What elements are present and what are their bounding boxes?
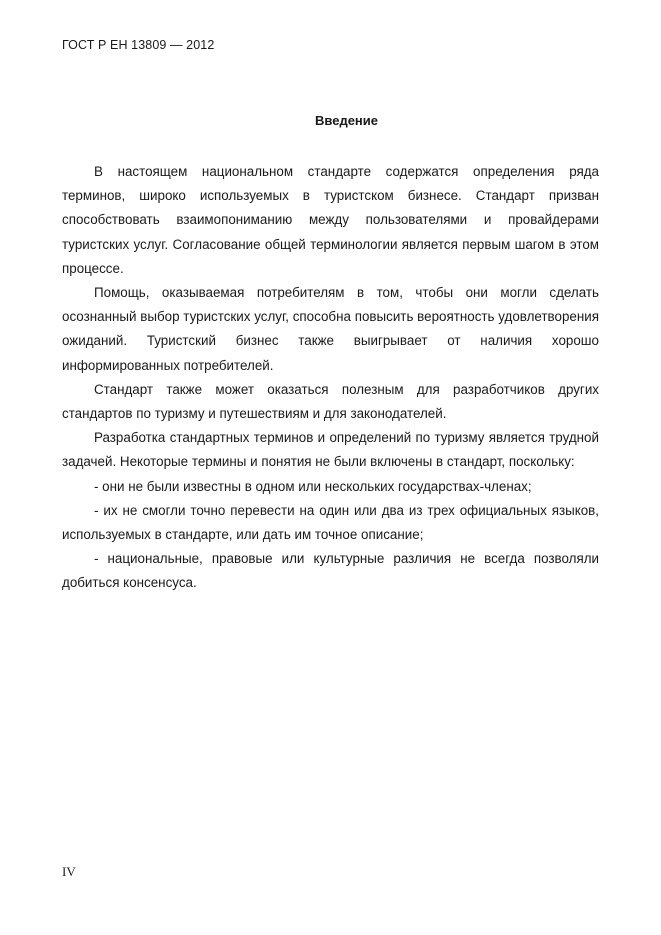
standard-code-header: ГОСТ Р ЕН 13809 — 2012: [62, 38, 215, 52]
page-number: IV: [62, 864, 76, 879]
body-text: [62, 160, 599, 596]
paragraph-difficulty: Разработка стандартных терминов и определений по туризму является трудной задачей. Некоторые термины и понятия не были включены в стандарт, поскольку:: [62, 430, 599, 470]
list-item-differences: - национальные, правовые или культурные различия не всегда позволяли добиться консенсуса.: [62, 551, 599, 591]
paragraph-intro: В настоящем национальном стандарте содержатся определения ряда терминов, широко используемых в туристском бизнесе. Стандарт призван способствовать взаимопониманию между пользователями и провайдерами туристских услуг. Согласование общей терминологии является первым шагом в этом процессе.: [62, 164, 599, 276]
list-item-unknown-terms: - они не были известны в одном или нескольких государствах-членах;: [94, 478, 532, 494]
section-title: Введение: [315, 113, 378, 128]
paragraph-developers: Стандарт также может оказаться полезным для разработчиков других стандартов по туризму и путешествиям и для законодателей.: [62, 381, 599, 422]
list-item-translation: - их не смогли точно перевести на один или два из трех официальных языков, используемых в стандарте, или дать им точное описание;: [62, 502, 599, 543]
paragraph-consumer-help: Помощь, оказываемая потребителям в том, чтобы они могли сделать осознанный выбор туристских услуг, способна повысить вероятность удовлетворения ожиданий. Туристский бизнес также выигрывает от наличия хорошо информированных потребителей.: [62, 285, 599, 373]
